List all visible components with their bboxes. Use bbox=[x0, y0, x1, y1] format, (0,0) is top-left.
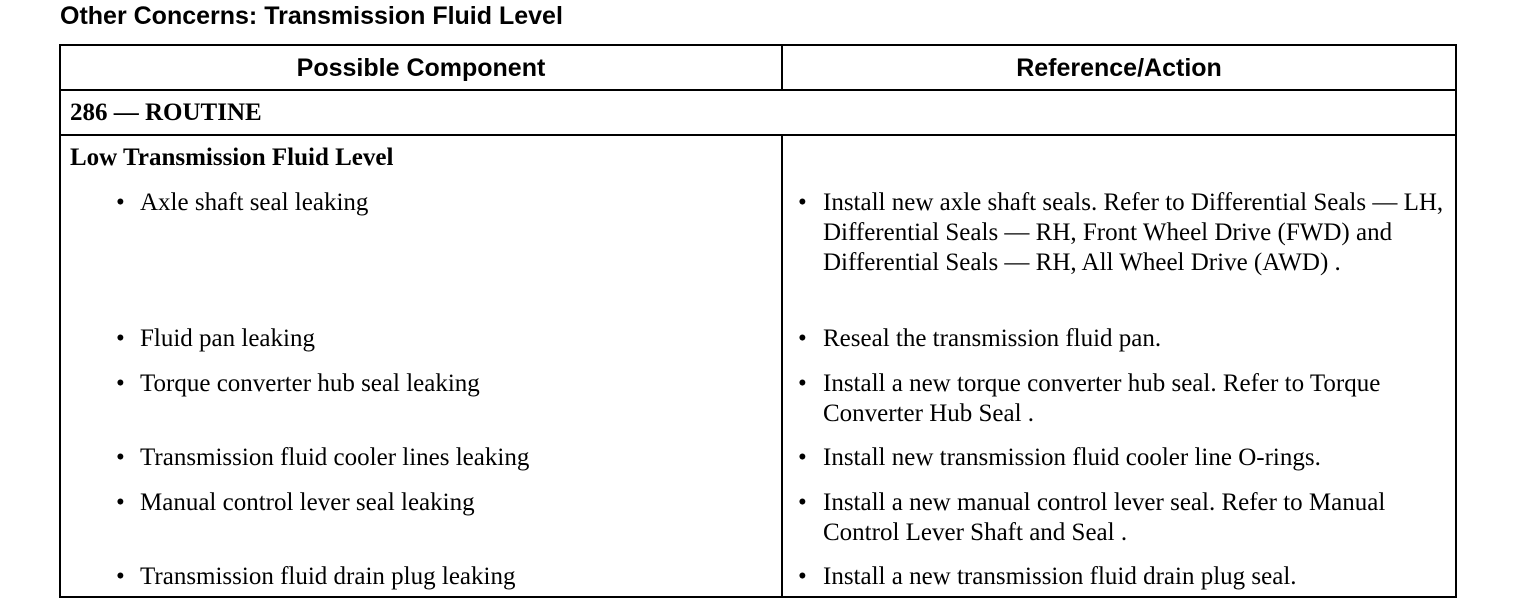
component-text: Transmission fluid cooler lines leaking bbox=[140, 444, 530, 471]
bullet-icon: • bbox=[116, 189, 125, 216]
component-item bbox=[116, 443, 529, 473]
action-item bbox=[798, 188, 1458, 278]
diagnostic-table bbox=[59, 44, 1457, 598]
component-item bbox=[116, 369, 480, 399]
component-text: Torque converter hub seal leaking bbox=[140, 370, 480, 397]
body-column-divider bbox=[781, 135, 783, 596]
action-item bbox=[798, 443, 1458, 473]
action-item bbox=[798, 369, 1458, 429]
column-header-action: Reference/Action bbox=[1016, 54, 1222, 82]
bullet-icon: • bbox=[798, 189, 807, 216]
bullet-icon: • bbox=[116, 563, 125, 590]
component-text: Axle shaft seal leaking bbox=[140, 189, 369, 216]
bullet-icon: • bbox=[798, 325, 807, 352]
action-text: Install new axle shaft seals. Refer to Differential Seals — LH, Differential Seals — RH, Front Wheel Drive (FWD) and Differential Seals — RH, All Wheel Drive (AWD) . bbox=[823, 189, 1444, 276]
component-item bbox=[116, 562, 515, 592]
group-label: Low Transmission Fluid Level bbox=[70, 144, 394, 171]
component-item bbox=[116, 188, 368, 218]
component-text: Transmission fluid drain plug leaking bbox=[140, 563, 516, 590]
section-label: 286 — ROUTINE bbox=[70, 99, 262, 126]
component-text: Fluid pan leaking bbox=[140, 325, 315, 352]
component-item bbox=[116, 324, 315, 354]
bullet-icon: • bbox=[798, 563, 807, 590]
bullet-icon: • bbox=[116, 325, 125, 352]
action-text: Install a new torque converter hub seal. Refer to Torque Converter Hub Seal . bbox=[823, 370, 1381, 427]
bullet-icon: • bbox=[116, 444, 125, 471]
action-text: Install a new manual control lever seal. Refer to Manual Control Lever Shaft and Seal . bbox=[823, 489, 1386, 546]
bullet-icon: • bbox=[116, 489, 125, 516]
bullet-icon: • bbox=[798, 489, 807, 516]
action-text: Install new transmission fluid cooler line O-rings. bbox=[823, 444, 1321, 471]
bullet-icon: • bbox=[116, 370, 125, 397]
action-item bbox=[798, 562, 1458, 592]
bullet-icon: • bbox=[798, 444, 807, 471]
action-text: Install a new transmission fluid drain plug seal. bbox=[823, 563, 1297, 590]
component-item bbox=[116, 488, 475, 518]
action-item bbox=[798, 488, 1458, 548]
page-title: Other Concerns: Transmission Fluid Level bbox=[60, 2, 563, 30]
action-item bbox=[798, 324, 1458, 354]
section-divider bbox=[61, 134, 1455, 136]
bullet-icon: • bbox=[798, 370, 807, 397]
component-text: Manual control lever seal leaking bbox=[140, 489, 475, 516]
action-text: Reseal the transmission fluid pan. bbox=[823, 325, 1162, 352]
column-header-component: Possible Component bbox=[296, 54, 546, 82]
